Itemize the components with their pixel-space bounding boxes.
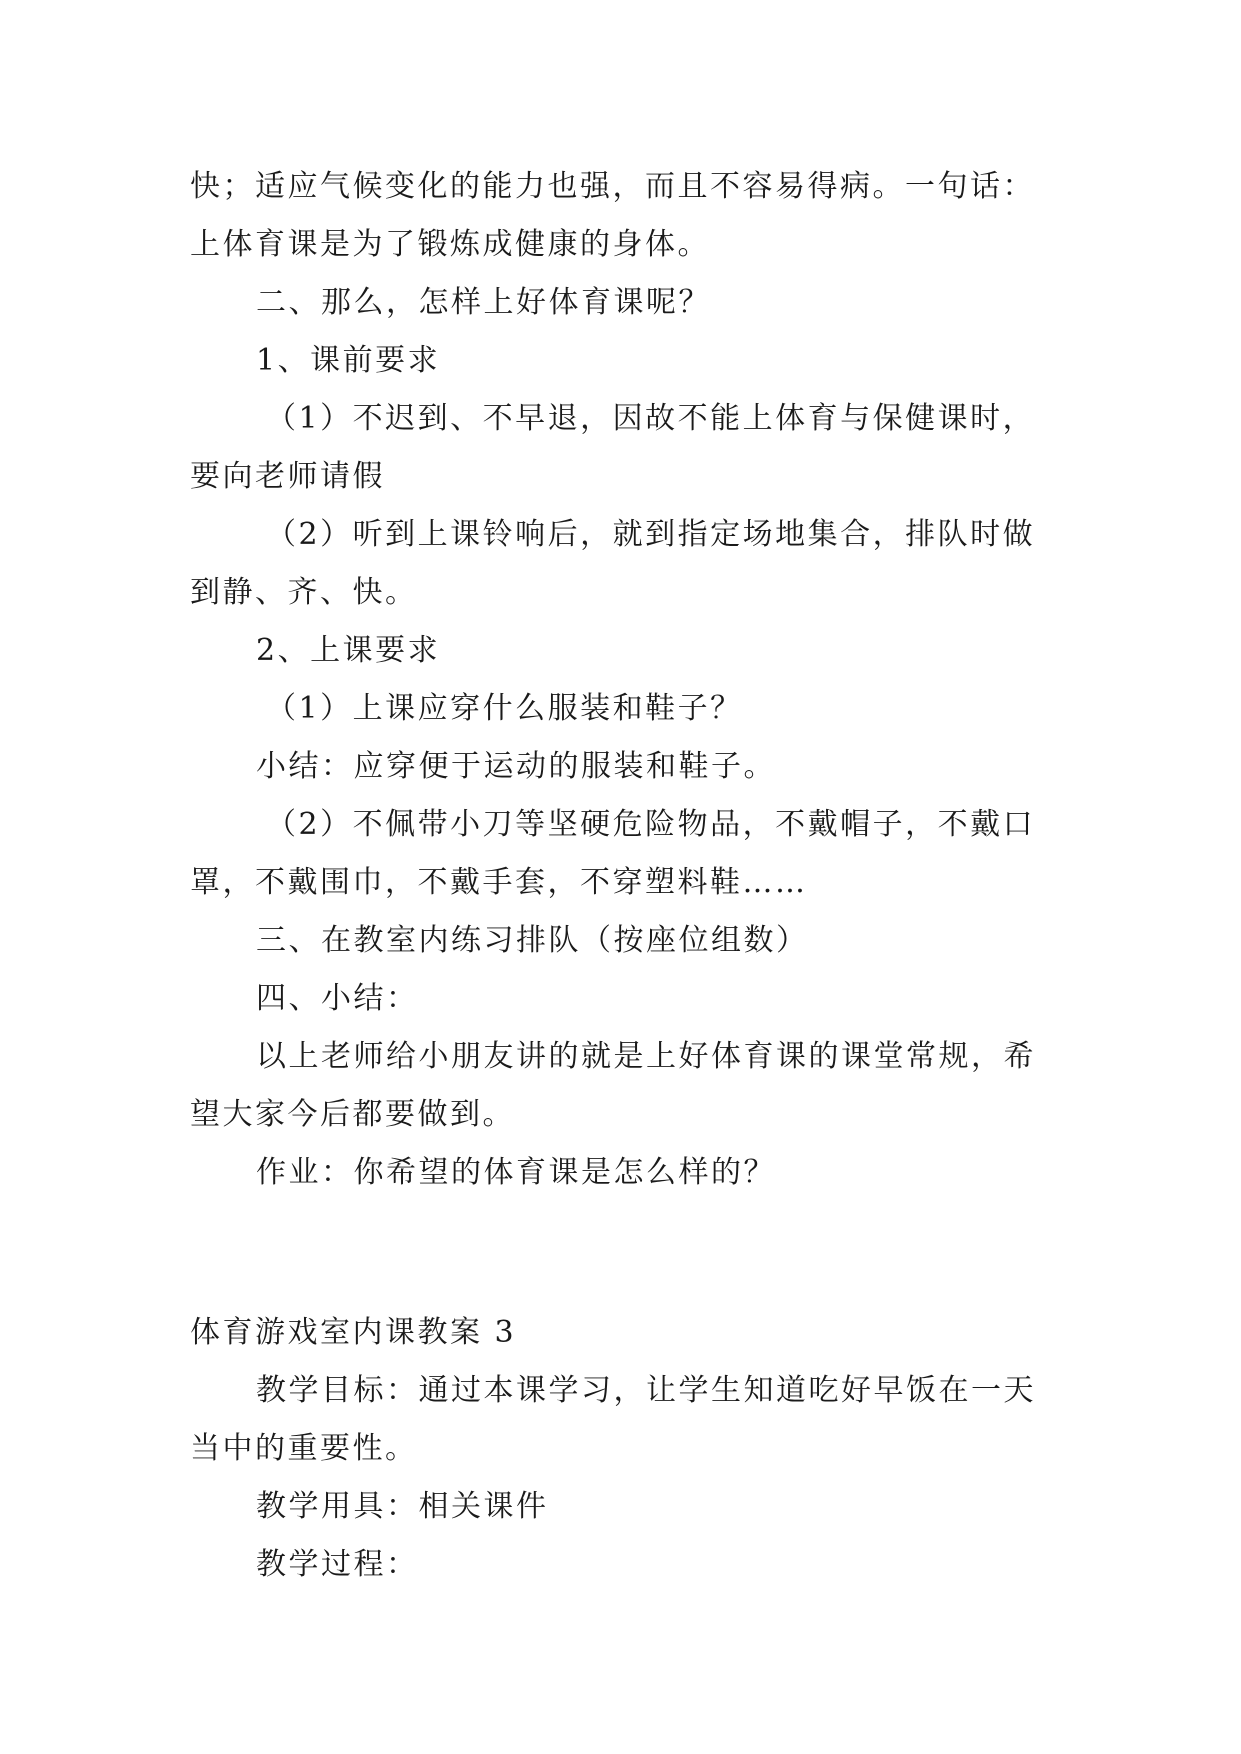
- paragraph-line: 当中的重要性。: [190, 1431, 418, 1466]
- list-item: （1）不迟到、不早退，因故不能上体育与保健课时，: [266, 401, 1036, 436]
- paragraph-line: 教学用具：相关课件: [256, 1489, 549, 1524]
- section-heading: 四、小结：: [256, 981, 419, 1016]
- section-spacer: [190, 1202, 1070, 1304]
- list-item: （1）上课应穿什么服装和鞋子？: [266, 691, 743, 726]
- list-item-continuation: 到静、齐、快。: [190, 575, 418, 610]
- list-item-continuation: 罩，不戴围巾，不戴手套，不穿塑料鞋……: [190, 865, 808, 900]
- section-heading: 二、那么，怎样上好体育课呢？: [256, 285, 711, 320]
- subsection-heading: 1、课前要求: [256, 343, 441, 378]
- summary-line: 小结：应穿便于运动的服装和鞋子。: [256, 749, 776, 784]
- homework-line: 作业：你希望的体育课是怎么样的？: [256, 1155, 776, 1190]
- list-item: （2）听到上课铃响后，就到指定场地集合，排队时做: [266, 517, 1036, 552]
- paragraph-line: 教学目标：通过本课学习，让学生知道吃好早饭在一天: [256, 1373, 1036, 1408]
- paragraph-line: 望大家今后都要做到。: [190, 1097, 515, 1132]
- lesson-title: 体育游戏室内课教案 3: [190, 1315, 517, 1350]
- paragraph-line: 上体育课是为了锻炼成健康的身体。: [190, 227, 710, 262]
- paragraph-line: 快；适应气候变化的能力也强，而且不容易得病。一句话：: [190, 169, 1035, 204]
- paragraph-line: 教学过程：: [256, 1547, 419, 1582]
- subsection-heading: 2、上课要求: [256, 633, 441, 668]
- document-body: [190, 158, 1070, 1594]
- list-item: （2）不佩带小刀等坚硬危险物品，不戴帽子，不戴口: [266, 807, 1036, 842]
- section-heading: 三、在教室内练习排队（按座位组数）: [256, 923, 809, 958]
- list-item-continuation: 要向老师请假: [190, 459, 385, 494]
- paragraph-line: 以上老师给小朋友讲的就是上好体育课的课堂常规，希: [256, 1039, 1036, 1074]
